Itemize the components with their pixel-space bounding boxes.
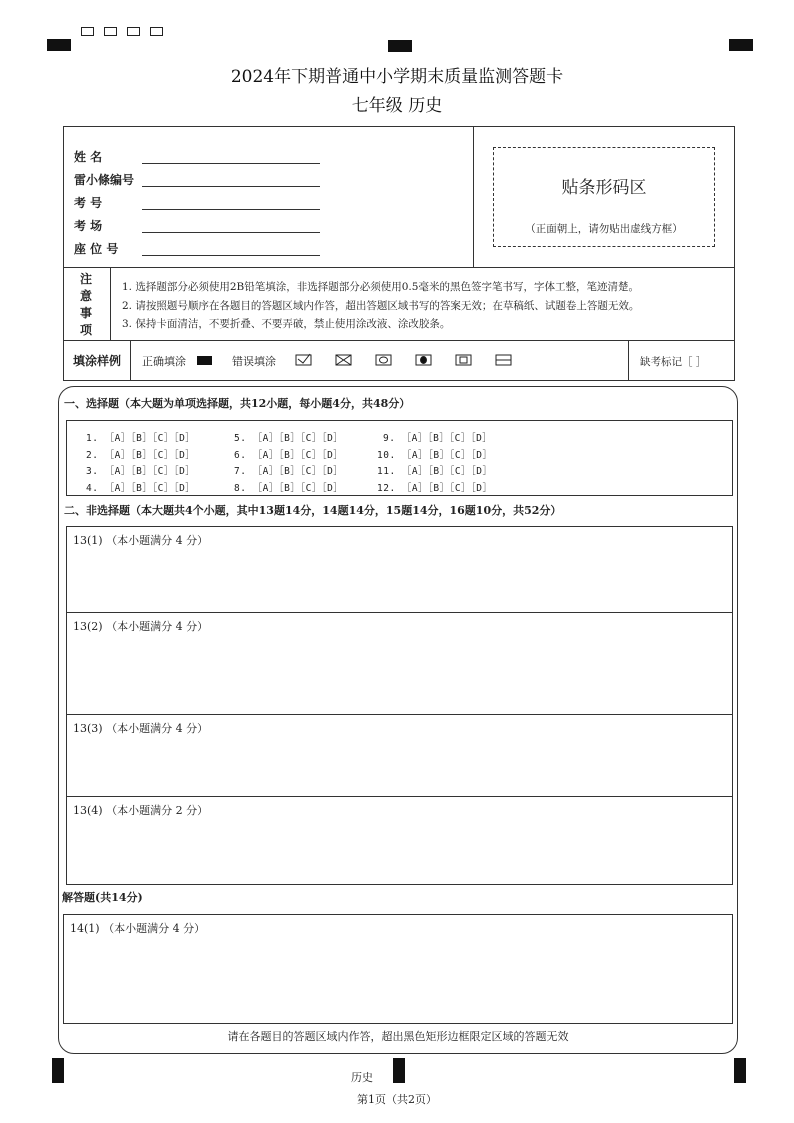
mc-q11[interactable]: 11. ［A］［B］［C］［D］	[377, 466, 493, 477]
mc-q1[interactable]: 1. ［A］［B］［C］［D］	[86, 433, 196, 444]
field-line-id[interactable]	[142, 186, 320, 187]
fill-example-label: 填涂样例	[73, 354, 122, 368]
register-square-4	[150, 27, 163, 36]
correct-fill-label: 正确填涂	[142, 355, 186, 368]
timing-mark-bottom-right	[734, 1058, 746, 1083]
field-label-room: 考 场	[74, 219, 103, 233]
notice-item-1: 1. 选择题部分必须使用2B铅笔填涂，非选择题部分必须使用0.5毫米的黑色签字笔书写，字体工整，笔迹清楚。	[122, 281, 639, 293]
card-title: 2024年下期普通中小学期末质量监测答题卡	[230, 67, 564, 87]
register-square-2	[104, 27, 117, 36]
fill-divider-right	[628, 340, 629, 381]
answer-box-13-2[interactable]	[66, 612, 733, 715]
answer-box-13-1[interactable]	[66, 526, 733, 613]
wrong-fill-label: 错误填涂	[232, 355, 276, 368]
absent-mark-label[interactable]: 缺考标记［ ］	[640, 356, 707, 368]
register-square-1	[81, 27, 94, 36]
timing-mark-bottom-left	[52, 1058, 64, 1083]
mc-q8[interactable]: 8. ［A］［B］［C］［D］	[234, 483, 344, 494]
field-line-seat[interactable]	[142, 255, 320, 256]
fill-divider-left	[130, 340, 131, 381]
info-divider	[473, 126, 474, 268]
notice-label-1: 注	[80, 272, 93, 286]
wrong-fill-marks	[294, 351, 524, 373]
notice-label-4: 项	[80, 323, 93, 337]
timing-mark-top-center	[388, 40, 412, 52]
mc-q5[interactable]: 5. ［A］［B］［C］［D］	[234, 433, 344, 444]
timing-mark-top-left	[47, 39, 71, 51]
section1-title: 一、选择题（本大题为单项选择题，共12小题，每小题4分，共48分）	[64, 397, 411, 410]
card-subtitle: 七年级 历史	[351, 96, 443, 116]
field-label-id: 雷小條编号	[74, 173, 135, 187]
correct-fill-mark	[197, 356, 212, 365]
mc-q12[interactable]: 12. ［A］［B］［C］［D］	[377, 483, 493, 494]
notice-label-3: 事	[80, 306, 93, 320]
mc-q7[interactable]: 7. ［A］［B］［C］［D］	[234, 466, 344, 477]
field-label-exam-no: 考 号	[74, 196, 103, 210]
solve-section-title: 解答题(共14分)	[62, 891, 143, 904]
notice-divider	[110, 267, 111, 341]
answer-box-13-3[interactable]	[66, 714, 733, 797]
timing-mark-top-right	[729, 39, 753, 51]
q13-3-label: 13(3) （本小题满分 4 分）	[73, 722, 209, 735]
barcode-title: 贴条形码区	[561, 178, 647, 198]
field-line-exam-no[interactable]	[142, 209, 320, 210]
answer-box-14-1[interactable]	[63, 914, 733, 1024]
answer-box-13-4[interactable]	[66, 796, 733, 885]
section2-title: 二、非选择题（本大题共4个小题，其中13题14分，14题14分，15题14分，16题10分，共52分）	[64, 504, 562, 517]
timing-mark-bottom-center	[393, 1058, 405, 1083]
q13-2-label: 13(2) （本小题满分 4 分）	[73, 620, 209, 633]
mc-q4[interactable]: 4. ［A］［B］［C］［D］	[86, 483, 196, 494]
notice-label-2: 意	[80, 289, 93, 303]
field-label-seat: 座 位 号	[74, 242, 119, 256]
notice-item-3: 3. 保持卡面清洁，不要折叠、不要弄破，禁止使用涂改液、涂改胶条。	[122, 318, 451, 330]
q13-1-label: 13(1) （本小题满分 4 分）	[73, 534, 209, 547]
notice-item-2: 2. 请按照题号顺序在各题目的答题区域内作答，超出答题区域书写的答案无效；在草稿纸、试题卷上答题无效。	[122, 300, 640, 312]
field-line-name[interactable]	[142, 163, 320, 164]
field-line-room[interactable]	[142, 232, 320, 233]
q14-1-label: 14(1) （本小题满分 4 分）	[70, 922, 206, 935]
q13-4-label: 13(4) （本小题满分 2 分）	[73, 804, 209, 817]
footer-page-number: 第1页（共2页）	[357, 1093, 437, 1106]
barcode-note: （正面朝上，请勿贴出虚线方框）	[525, 223, 683, 235]
mc-q2[interactable]: 2. ［A］［B］［C］［D］	[86, 450, 196, 461]
mc-q3[interactable]: 3. ［A］［B］［C］［D］	[86, 466, 196, 477]
wrong-fill-icons	[294, 351, 524, 369]
footer-warning: 请在各题目的答题区域内作答，超出黑色矩形边框限定区域的答题无效	[227, 1030, 569, 1043]
mc-q6[interactable]: 6. ［A］［B］［C］［D］	[234, 450, 344, 461]
register-square-3	[127, 27, 140, 36]
footer-subject: 历史	[351, 1071, 373, 1084]
field-label-name: 姓 名	[74, 150, 103, 164]
mc-q10[interactable]: 10. ［A］［B］［C］［D］	[377, 450, 493, 461]
mc-q9[interactable]: 9. ［A］［B］［C］［D］	[383, 433, 493, 444]
